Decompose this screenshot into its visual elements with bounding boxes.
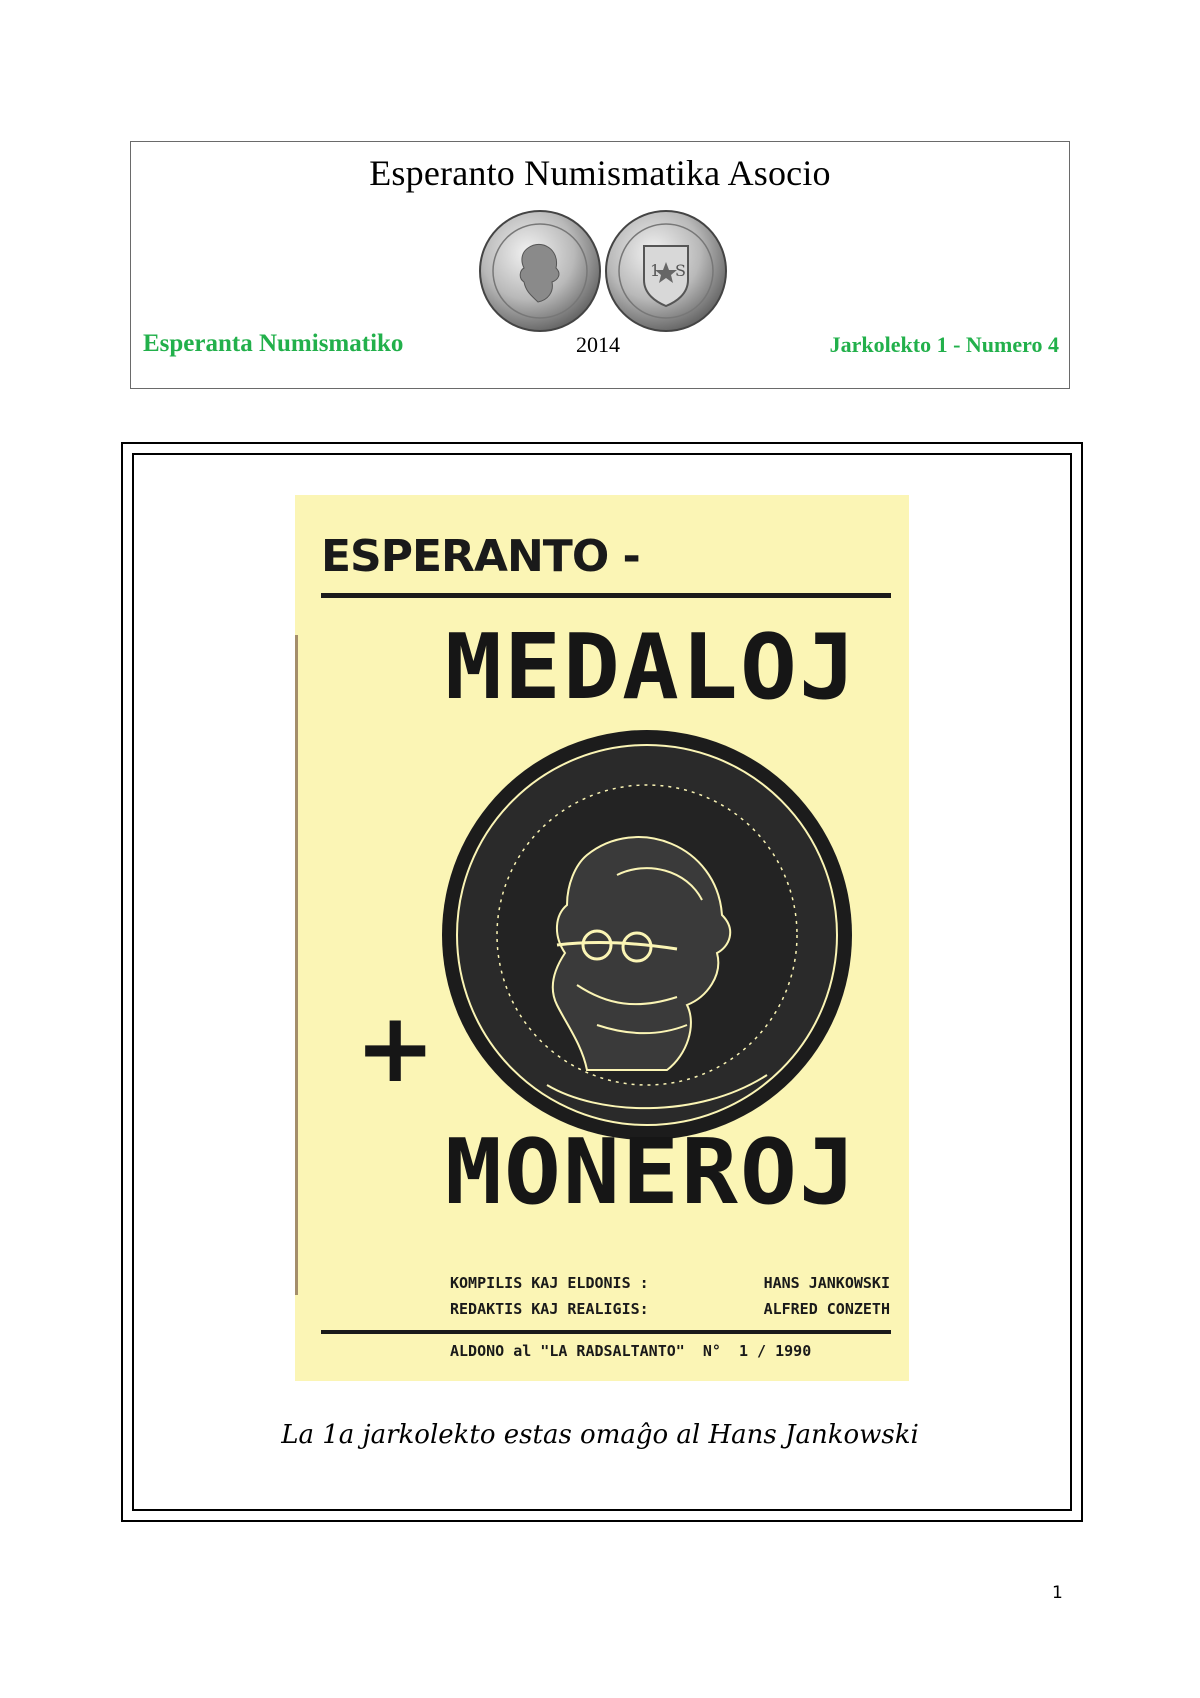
cover-rule-top bbox=[321, 593, 891, 598]
bulletin-name: Esperanta Numismatiko bbox=[143, 330, 404, 357]
cover-rule-bottom bbox=[321, 1330, 891, 1334]
booklet-cover-image bbox=[295, 495, 909, 1381]
zamenhof-medal-icon bbox=[437, 725, 857, 1145]
credit-role: KOMPILIS KAJ ELDONIS : bbox=[450, 1274, 649, 1292]
bulletin-issue: Jarkolekto 1 - Numero 4 bbox=[829, 332, 1059, 357]
coins-image bbox=[476, 208, 736, 334]
credit-row bbox=[450, 1270, 890, 1296]
page-number: 1 bbox=[1052, 1583, 1063, 1603]
cover-aldono: ALDONO al "LA RADSALTANTO" N° 1 / 1990 bbox=[450, 1342, 812, 1360]
credit-name: HANS JANKOWSKI bbox=[763, 1274, 890, 1292]
cover-edge-shadow bbox=[295, 635, 298, 1295]
credit-row bbox=[450, 1296, 890, 1322]
cover-line1: ESPERANTO - bbox=[321, 531, 640, 582]
credit-role: REDAKTIS KAJ REALIGIS: bbox=[450, 1300, 649, 1318]
cover-title-bottom: MONEROJ bbox=[445, 1120, 858, 1225]
credit-name: ALFRED CONZETH bbox=[763, 1300, 890, 1318]
bulletin-year: 2014 bbox=[576, 332, 620, 357]
star-shield-coin-icon bbox=[606, 211, 726, 331]
zamenhof-coin-icon bbox=[480, 211, 600, 331]
cover-title-top: MEDALOJ bbox=[445, 615, 858, 720]
svg-text:S: S bbox=[675, 261, 686, 280]
dedication-caption: La 1a jarkolekto estas omaĝo al Hans Jankowski bbox=[281, 1420, 919, 1450]
association-title: Esperanto Numismatika Asocio bbox=[369, 153, 831, 193]
cover-plus-sign: + bbox=[355, 992, 436, 1104]
cover-credits bbox=[450, 1270, 890, 1322]
header-box bbox=[130, 141, 1070, 389]
svg-text:1: 1 bbox=[650, 261, 661, 280]
